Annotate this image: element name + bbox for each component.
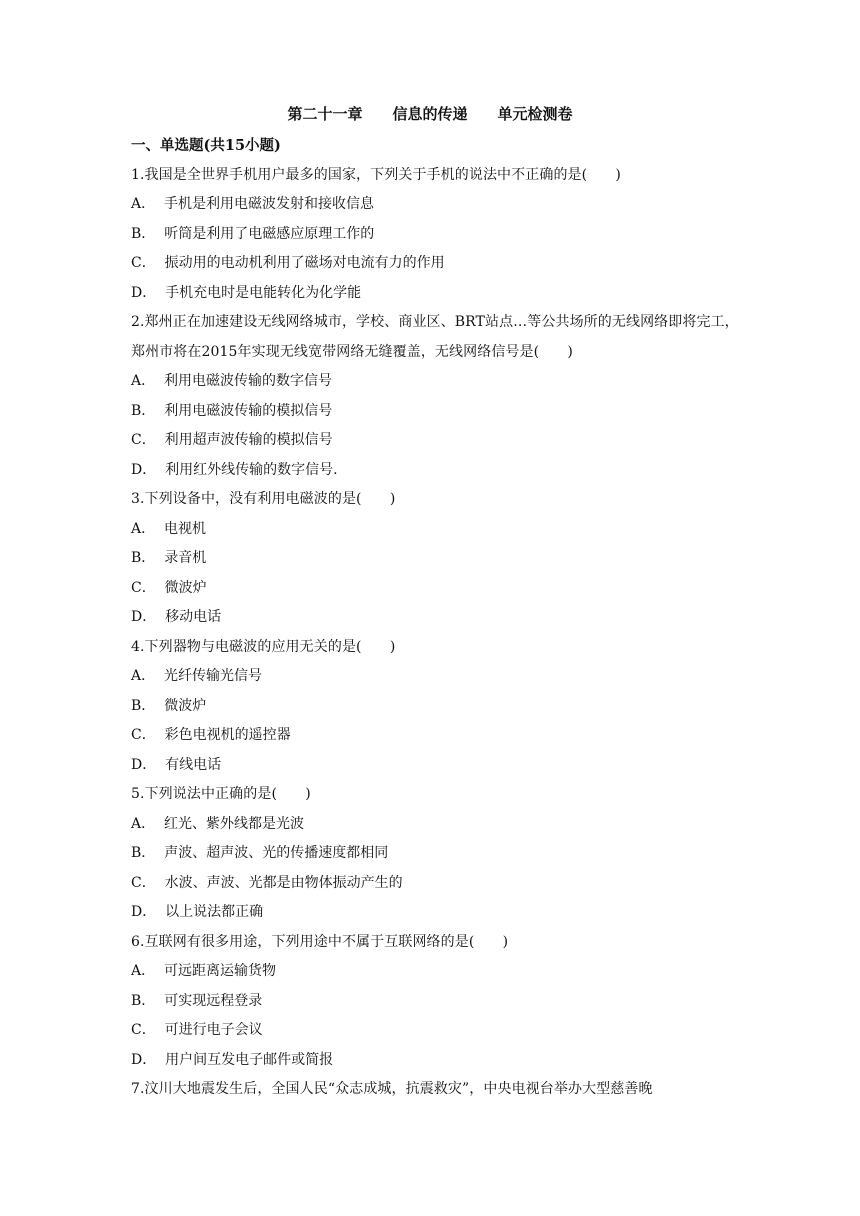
document-title: 第二十一章 信息的传递 单元检测卷 xyxy=(287,105,573,123)
question-stem: 3.下列设备中，没有利用电磁波的是( ) xyxy=(131,491,396,507)
question-1 xyxy=(131,161,741,309)
option-a: A． 手机是利用电磁波发射和接收信息 xyxy=(131,196,375,212)
document-content xyxy=(131,131,741,1105)
option-d: D． 手机充电时是电能转化为化学能 xyxy=(131,284,362,301)
question-2 xyxy=(131,308,741,485)
option-a: A． 电视机 xyxy=(131,520,207,537)
option-c: C． 微波炉 xyxy=(131,579,207,596)
option-d: D． 用户间互发电子邮件或简报 xyxy=(131,1051,334,1068)
option-c: C． 彩色电视机的遥控器 xyxy=(131,727,291,743)
option-d: D． 以上说法都正确 xyxy=(131,904,264,920)
option-d: D． 利用红外线传输的数字信号. xyxy=(131,461,338,478)
option-b: B． 听筒是利用了电磁感应原理工作的 xyxy=(131,225,375,242)
option-c: C． 可进行电子会议 xyxy=(131,1022,263,1038)
question-stem: 6.互联网有很多用途，下列用途中不属于互联网络的是( ) xyxy=(131,933,509,950)
question-3 xyxy=(131,485,741,633)
question-7 xyxy=(131,1075,741,1105)
option-d: D． 移动电话 xyxy=(131,609,222,625)
option-b: B． 录音机 xyxy=(131,550,207,566)
question-6 xyxy=(131,928,741,1076)
option-b: B． 利用电磁波传输的模拟信号 xyxy=(131,402,333,419)
question-stem: 5.下列说法中正确的是( ) xyxy=(131,786,311,802)
option-c: C． 水波、声波、光都是由物体振动产生的 xyxy=(131,874,403,891)
section-heading: 一、单选题(共15小题) xyxy=(131,137,281,154)
option-c: C． 利用超声波传输的模拟信号 xyxy=(131,432,333,448)
question-5 xyxy=(131,780,741,928)
option-b: B． 声波、超声波、光的传播速度都相同 xyxy=(131,845,389,861)
option-a: A． 红光、紫外线都是光波 xyxy=(131,815,305,832)
question-stem: 7.汶川大地震发生后，全国人民“众志成城，抗震救灾”，中央电视台举办大型慈善晚 xyxy=(131,1081,653,1097)
option-a: A． 可远距离运输货物 xyxy=(131,963,277,979)
question-stem: 1.我国是全世界手机用户最多的国家，下列关于手机的说法中不正确的是( ) xyxy=(131,166,621,183)
option-b: B． 可实现远程登录 xyxy=(131,992,263,1009)
option-a: A． 利用电磁波传输的数字信号 xyxy=(131,373,333,389)
question-stem: 2.郑州正在加速建设无线网络城市，学校、商业区、BRT站点…等公共场所的无线网络即将完工，郑州市将在2015年实现无线宽带网络无缝覆盖，无线网络信号是( ) xyxy=(131,314,739,360)
option-b: B． 微波炉 xyxy=(131,697,207,714)
question-4 xyxy=(131,633,741,781)
option-a: A． 光纤传输光信号 xyxy=(131,668,263,684)
option-c: C． 振动用的电动机利用了磁场对电流有力的作用 xyxy=(131,255,445,271)
option-d: D． 有线电话 xyxy=(131,756,222,773)
question-stem: 4.下列器物与电磁波的应用无关的是( ) xyxy=(131,638,396,655)
